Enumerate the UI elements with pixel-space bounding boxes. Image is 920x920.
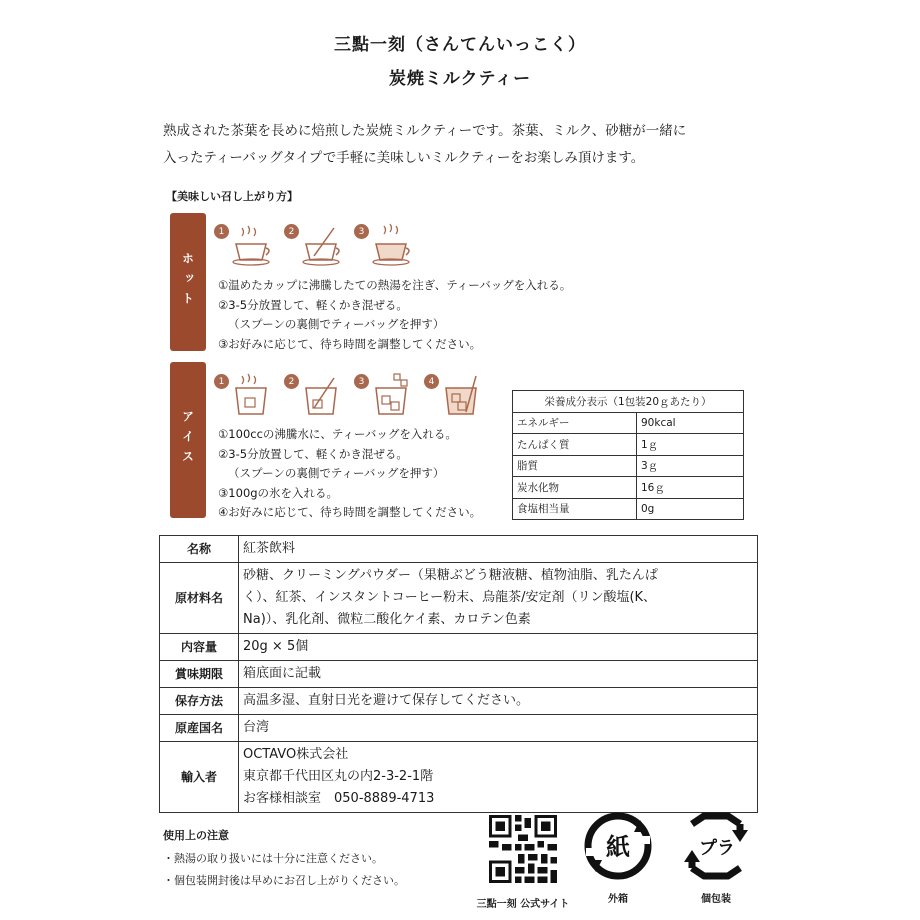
description-line: 入ったティーバッグタイプで手軽に美味しいミルクティーをお楽しみ頂けます。 [163, 150, 645, 166]
ingredients-line: Na)）、乳化剤、微粒二酸化ケイ素、カロテン色素 [243, 612, 531, 627]
ice-step-3-icon [352, 372, 422, 418]
nutrition-facts-table [512, 390, 744, 520]
spec-label: 保存方法 [160, 688, 239, 715]
qr-code-icon [489, 815, 557, 883]
spec-label: 賞味期限 [160, 661, 239, 688]
instruction-line: ①温めたカップに沸騰したての熱湯を注ぎ、ティーバッグを入れる。 [218, 278, 572, 292]
step-number: 2 [284, 224, 299, 239]
table-row [513, 477, 744, 499]
hot-step-1-icon [212, 222, 282, 268]
instruction-line: ②3-5分放置して、軽くかき混ぜる。 [218, 297, 408, 312]
spec-value: 箱底面に記載 [239, 661, 758, 688]
paper-caption: 外箱 [608, 894, 628, 905]
nutrient-value: 0g [637, 498, 744, 520]
hot-method-tab: ホット [170, 213, 206, 351]
ice-step-4-icon [422, 372, 492, 418]
table-row [513, 455, 744, 477]
table-row [160, 563, 758, 634]
instruction-line: ①100ccの沸騰水に、ティーバッグを入れる。 [218, 427, 457, 441]
nutrient-value: 3ｇ [637, 455, 744, 477]
plastic-caption: 個包装 [701, 894, 731, 905]
spec-value [239, 563, 758, 634]
description-line: 熟成された茶葉を長めに焙煎した炭焼ミルクティーです。茶葉、ミルク、砂糖が一緒に [163, 123, 687, 139]
hot-step-icons [212, 222, 422, 268]
qr-caption: 三點一刻 公式サイト [476, 899, 570, 910]
spec-label: 名称 [160, 536, 239, 563]
table-row [160, 715, 758, 742]
ingredients-line: く）、紅茶、インスタントコーヒー粉末、烏龍茶/安定剤（リン酸塩(K、 [243, 590, 657, 605]
importer-line: 東京都千代田区丸の内2-3-2-1階 [243, 769, 434, 784]
nutrient-value: 1ｇ [637, 434, 744, 456]
nutrition-header: 栄養成分表示（1包装20ｇあたり） [513, 391, 744, 413]
spec-value: 20g × 5個 [239, 634, 758, 661]
spec-value: 紅茶飲料 [239, 536, 758, 563]
paper-symbol: 紙 [606, 833, 630, 861]
step-number: 3 [354, 224, 369, 239]
nutrient-label: エネルギー [513, 412, 637, 434]
spec-label: 輸入者 [160, 742, 239, 813]
ice-instructions [218, 425, 481, 523]
plastic-symbol: プラ [699, 838, 735, 859]
table-row [160, 661, 758, 688]
paper-recycle-icon [582, 810, 654, 882]
product-brand-title: 三點一刻（さんてんいっこく） [334, 35, 586, 55]
hot-step-3-icon [352, 222, 422, 268]
paper-recycle-badge [578, 810, 658, 905]
instruction-line: ③お好みに応じて、待ち時間を調整してください。 [218, 336, 482, 351]
hot-step-2-icon [282, 222, 352, 268]
instruction-line: （スプーンの裏側でティーバッグを押す） [228, 317, 445, 331]
ice-step-2-icon [282, 372, 352, 418]
caution-title: 使用上の注意 [163, 829, 229, 842]
plastic-recycle-icon [680, 810, 752, 882]
product-spec-table [159, 535, 758, 813]
table-row [160, 742, 758, 813]
table-row [160, 634, 758, 661]
step-number: 1 [214, 374, 229, 389]
hot-instructions [218, 276, 571, 354]
importer-line: お客様相談室 050-8889-4713 [243, 791, 435, 806]
ingredients-line: 砂糖、クリーミングパウダー（果糖ぶどう糖液糖、植物油脂、乳たんぱ [243, 568, 658, 583]
nutrient-label: 脂質 [513, 455, 637, 477]
nutrient-label: たんぱく質 [513, 434, 637, 456]
product-description [163, 118, 763, 172]
spec-value [239, 742, 758, 813]
step-number: 3 [354, 374, 369, 389]
plastic-recycle-badge [676, 810, 756, 905]
caution-line: ・熱湯の取り扱いには十分に注意ください。 [163, 852, 383, 865]
importer-line: OCTAVO株式会社 [243, 747, 349, 762]
instruction-line: ②3-5分放置して、軽くかき混ぜる。 [218, 446, 408, 461]
product-name-title: 炭焼ミルクティー [388, 69, 532, 89]
howto-heading: 【美味しい召し上がり方】 [166, 190, 298, 203]
spec-label: 原産国名 [160, 715, 239, 742]
nutrient-value: 16ｇ [637, 477, 744, 499]
spec-label: 内容量 [160, 634, 239, 661]
spec-label: 原材料名 [160, 563, 239, 634]
table-row [160, 688, 758, 715]
nutrient-label: 炭水化物 [513, 477, 637, 499]
ice-step-1-icon [212, 372, 282, 418]
instruction-line: ③100gの氷を入れる。 [218, 485, 339, 500]
table-row [160, 536, 758, 563]
spec-value: 高温多湿、直射日光を避けて保存してください。 [239, 688, 758, 715]
table-row [513, 412, 744, 434]
nutrient-value: 90kcal [637, 412, 744, 434]
caution-notes [163, 848, 405, 892]
step-number: 2 [284, 374, 299, 389]
spec-value: 台湾 [239, 715, 758, 742]
table-row [513, 498, 744, 520]
instruction-line: ④お好みに応じて、待ち時間を調整してください。 [218, 505, 482, 519]
table-row [513, 434, 744, 456]
caution-line: ・個包装開封後は早めにお召し上がりください。 [163, 874, 405, 887]
ice-step-icons [212, 372, 492, 418]
step-number: 1 [214, 224, 229, 239]
nutrient-label: 食塩相当量 [513, 498, 637, 520]
step-number: 4 [424, 374, 439, 389]
qr-code-badge [468, 815, 578, 910]
instruction-line: （スプーンの裏側でティーバッグを押す） [228, 466, 445, 480]
ice-method-tab: アイス [170, 362, 206, 518]
